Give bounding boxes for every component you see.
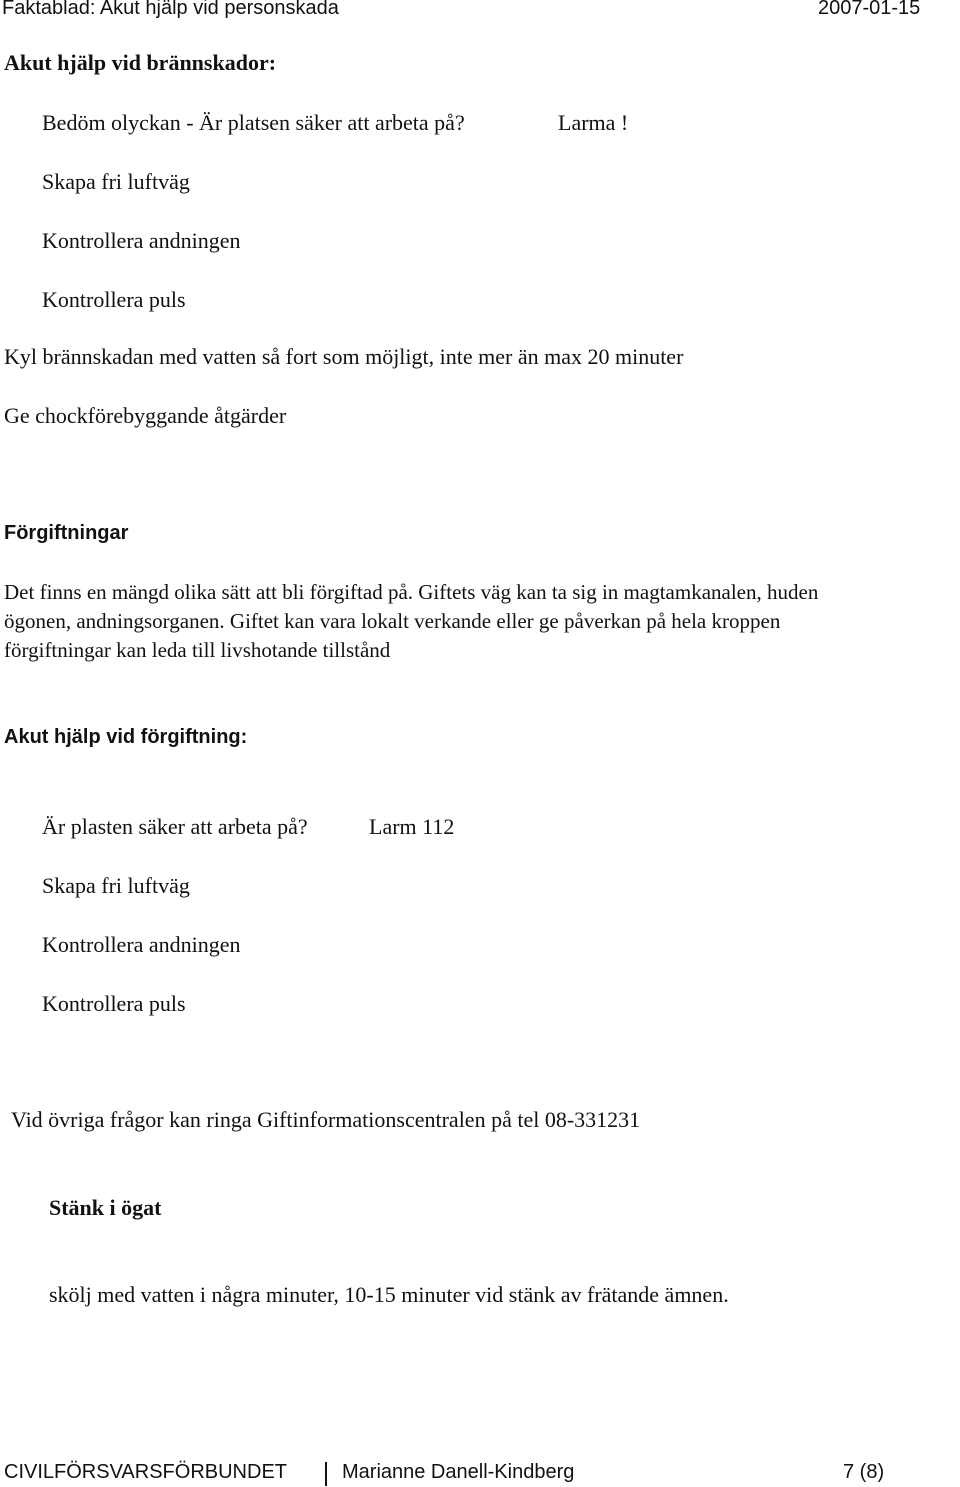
footer-author: Marianne Danell-Kindberg xyxy=(342,1461,575,1483)
poison-aid-heading: Akut hjälp vid förgiftning: xyxy=(4,726,248,748)
poisoning-heading: Förgiftningar xyxy=(4,522,129,544)
burns-step-airway: Skapa fri luftväg xyxy=(42,169,190,194)
poisoning-line-3: förgiftningar kan leda till livshotande tillstånd xyxy=(4,638,391,662)
poison-aid-step-airway: Skapa fri luftväg xyxy=(42,873,190,898)
poison-info-line: Vid övriga frågor kan ringa Giftinformationscentralen på tel 08-331231 xyxy=(11,1107,641,1132)
burns-step-breathing: Kontrollera andningen xyxy=(42,228,241,253)
burns-alarm: Larma ! xyxy=(558,110,629,135)
poisoning-line-2: ögonen, andningsorganen. Giftet kan vara lokalt verkande eller ge påverkan på hela kroppen xyxy=(4,609,781,633)
burns-step-pulse: Kontrollera puls xyxy=(42,287,186,312)
poisoning-paragraph xyxy=(4,578,960,665)
poison-aid-step-pulse: Kontrollera puls xyxy=(42,991,186,1016)
eye-heading: Stänk i ögat xyxy=(49,1195,162,1220)
poison-aid-step-breathing: Kontrollera andningen xyxy=(42,932,241,957)
eye-text: skölj med vatten i några minuter, 10-15 minuter vid stänk av frätande ämnen. xyxy=(49,1282,729,1307)
poisoning-line-1: Det finns en mängd olika sätt att bli förgiftad på. Giftets väg kan ta sig in magtamkanalen, huden xyxy=(4,580,819,604)
header-date: 2007-01-15 xyxy=(818,0,921,19)
footer-org: CIVILFÖRSVARSFÖRBUNDET xyxy=(4,1461,287,1483)
poison-aid-alarm: Larm 112 xyxy=(369,814,455,839)
burns-shock: Ge chockförebyggande åtgärder xyxy=(4,403,287,428)
footer-divider xyxy=(325,1462,327,1486)
burns-cool: Kyl brännskadan med vatten så fort som möjligt, inte mer än max 20 minuter xyxy=(4,344,684,369)
footer-page-number: 7 (8) xyxy=(843,1461,885,1483)
burns-assess: Bedöm olyckan - Är platsen säker att arbeta på? xyxy=(42,110,465,135)
poison-aid-assess: Är plasten säker att arbeta på? xyxy=(42,814,308,839)
burns-heading: Akut hjälp vid brännskador: xyxy=(4,50,277,75)
header-title: Faktablad: Akut hjälp vid personskada xyxy=(2,0,339,19)
